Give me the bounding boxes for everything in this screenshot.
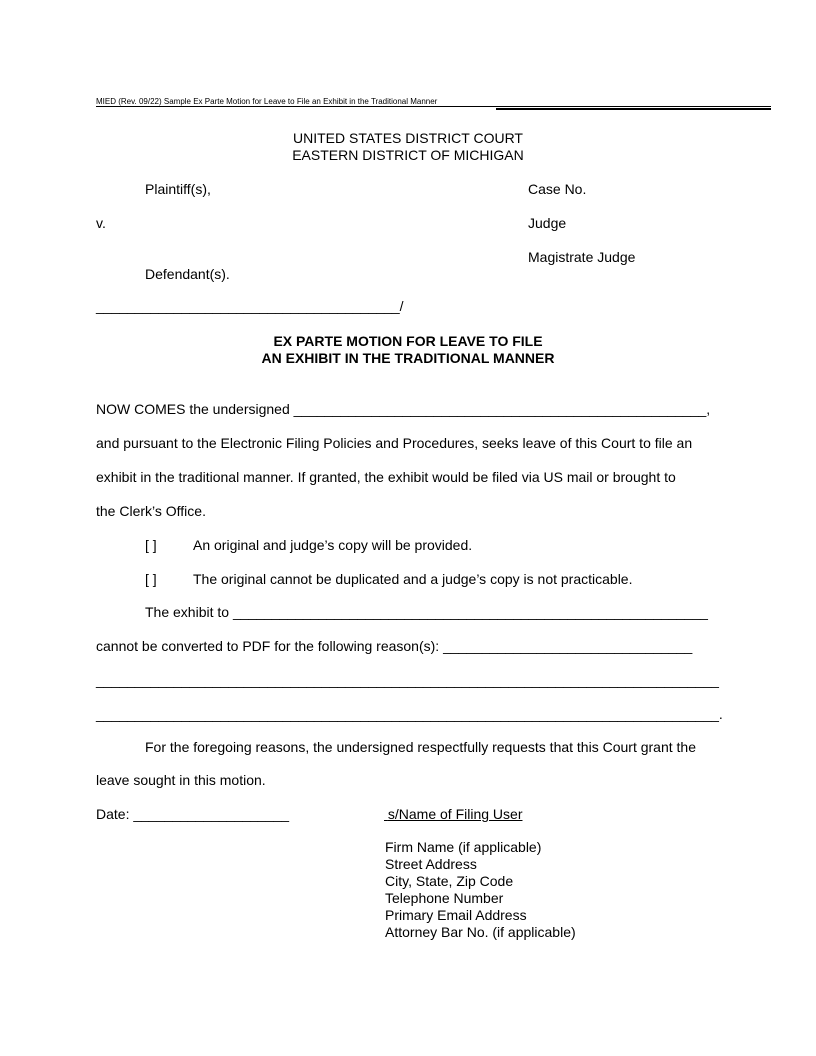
exhibit-line: The exhibit to _____________________________________________________________ (145, 604, 708, 620)
versus-label: v. (96, 215, 106, 231)
plaintiff-label: Plaintiff(s), (145, 181, 211, 197)
attorney-bar-no: Attorney Bar No. (if applicable) (385, 924, 576, 940)
header-rule-thick (496, 108, 771, 110)
option1-text: An original and judge’s copy will be provided. (193, 537, 473, 553)
blank-line-1: ________________________________________________________________________________ (96, 672, 719, 688)
reason-line: cannot be converted to PDF for the following reason(s): ________________________________ (96, 638, 693, 654)
signature-line (384, 806, 709, 823)
body-line-undersigned: NOW COMES the undersigned _____________________________________________________, (96, 401, 711, 417)
date-field: Date: ____________________ (96, 806, 290, 822)
option1-checkbox[interactable]: [ ] (145, 537, 157, 553)
firm-name: Firm Name (if applicable) (385, 839, 542, 855)
case-no-label: Case No. (528, 181, 587, 197)
telephone-number: Telephone Number (385, 890, 504, 906)
street-address: Street Address (385, 856, 477, 872)
option2-checkbox[interactable]: [ ] (145, 571, 157, 587)
body-line-2: and pursuant to the Electronic Filing Policies and Procedures, seeks leave of this Court to file an (96, 435, 693, 451)
city-state-zip: City, State, Zip Code (385, 873, 514, 889)
judge-label: Judge (528, 215, 567, 231)
blank-line-2: ________________________________________________________________________________. (96, 706, 723, 722)
email-address: Primary Email Address (385, 907, 527, 923)
motion-title-line1: EX PARTE MOTION FOR LEAVE TO FILE (273, 333, 543, 349)
signer-name: s/Name of Filing User (387, 806, 523, 822)
court-district: EASTERN DISTRICT OF MICHIGAN (292, 147, 524, 163)
option2-text: The original cannot be duplicated and a judge’s copy is not practicable. (193, 571, 633, 587)
court-name: UNITED STATES DISTRICT COURT (293, 130, 523, 146)
caption-slash-line: _______________________________________/ (96, 298, 404, 314)
magistrate-judge-label: Magistrate Judge (528, 249, 636, 265)
defendant-label: Defendant(s). (145, 266, 230, 282)
header-rule-thin (96, 106, 771, 107)
motion-title-line2: AN EXHIBIT IN THE TRADITIONAL MANNER (261, 350, 555, 366)
body-line-4: the Clerk’s Office. (96, 503, 206, 519)
form-id-header: MIED (Rev. 09/22) Sample Ex Parte Motion for Leave to File an Exhibit in the Traditional Manner (96, 97, 438, 106)
body-line-3: exhibit in the traditional manner. If granted, the exhibit would be filed via US mail or brought to (96, 469, 676, 485)
closing-line-1: For the foregoing reasons, the undersigned respectfully requests that this Court grant the (145, 739, 696, 755)
closing-line-2: leave sought in this motion. (96, 772, 266, 788)
